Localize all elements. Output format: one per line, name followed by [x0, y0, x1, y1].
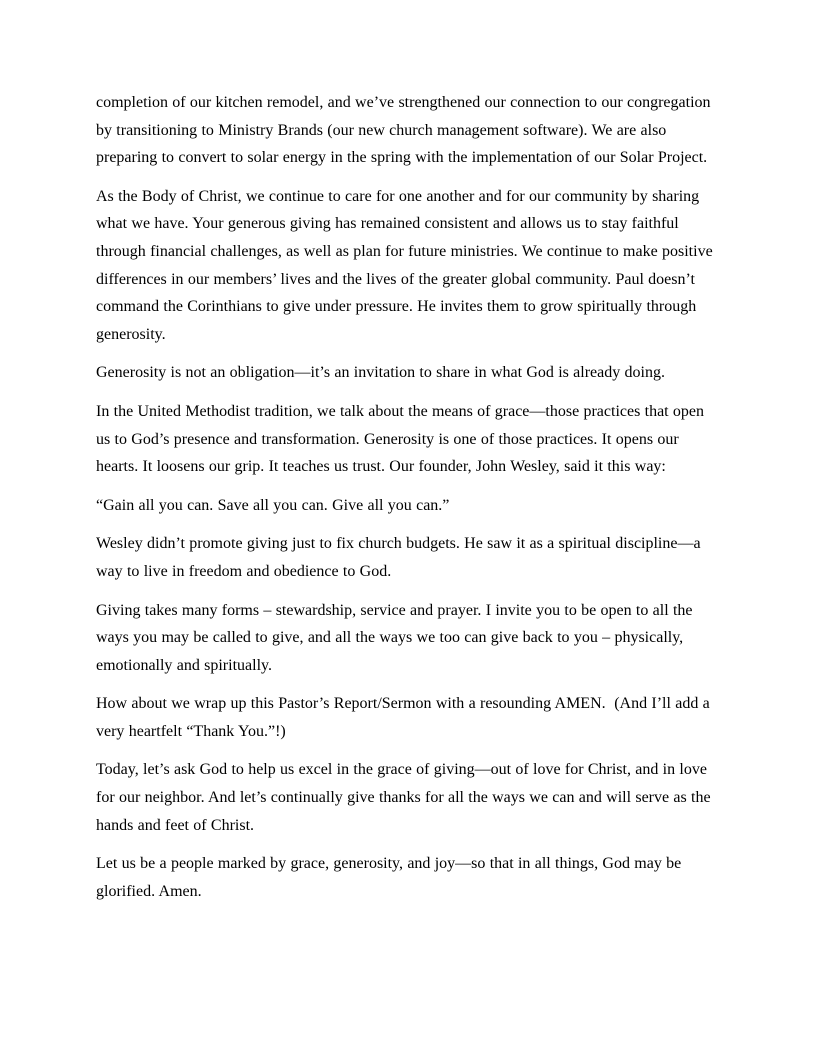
paragraph-generosity-invitation: Generosity is not an obligation—it’s an invitation to share in what God is already doing. [96, 364, 665, 382]
paragraph-spiritual-discipline: Wesley didn’t promote giving just to fix church budgets. He saw it as a spiritual discipline—a way to live in freedom and obedience to God. [96, 535, 705, 580]
paragraph-wrap-up-amen: How about we wrap up this Pastor’s Report/Sermon with a resounding AMEN. (And I’ll add a very heartfelt “Thank You.”!) [96, 695, 715, 740]
paragraph-body-of-christ: As the Body of Christ, we continue to care for one another and for our community by sharing what we have. Your generous giving has remained consistent and allows us to stay faithful through financial challenges, as well as plan for future ministries. We continue to make positive differences in our members’ lives and the lives of the greater global community. Paul doesn’t command the Corinthians to give under pressure. He invites them to grow spiritually through generosity. [96, 187, 717, 343]
paragraph-means-of-grace: In the United Methodist tradition, we talk about the means of grace—those practices that open us to God’s presence and transformation. Generosity is one of those practices. It opens our hearts. It loosens our grip. It teaches us trust. Our founder, John Wesley, said it this way: [96, 402, 709, 476]
paragraph-kitchen-remodel: completion of our kitchen remodel, and we’ve strengthened our connection to our congregation by transitioning to Ministry Brands (our new church management software). We are also preparing to convert to solar energy in the spring with the implementation of our Solar Project. [96, 94, 715, 167]
paragraph-closing-amen: Let us be a people marked by grace, generosity, and joy—so that in all things, God may be glorified. Amen. [96, 855, 686, 900]
paragraph-wesley-quote: “Gain all you can. Save all you can. Give all you can.” [96, 496, 450, 514]
paragraph-giving-forms: Giving takes many forms – stewardship, service and prayer. I invite you to be open to all the ways you may be called to give, and all the ways we too can give back to you – physically, emotionally and spiritually. [96, 601, 697, 674]
paragraph-grace-of-giving: Today, let’s ask God to help us excel in the grace of giving—out of love for Christ, and in love for our neighbor. And let’s continually give thanks for all the ways we can and will serve as the hands and feet of Christ. [96, 761, 715, 834]
